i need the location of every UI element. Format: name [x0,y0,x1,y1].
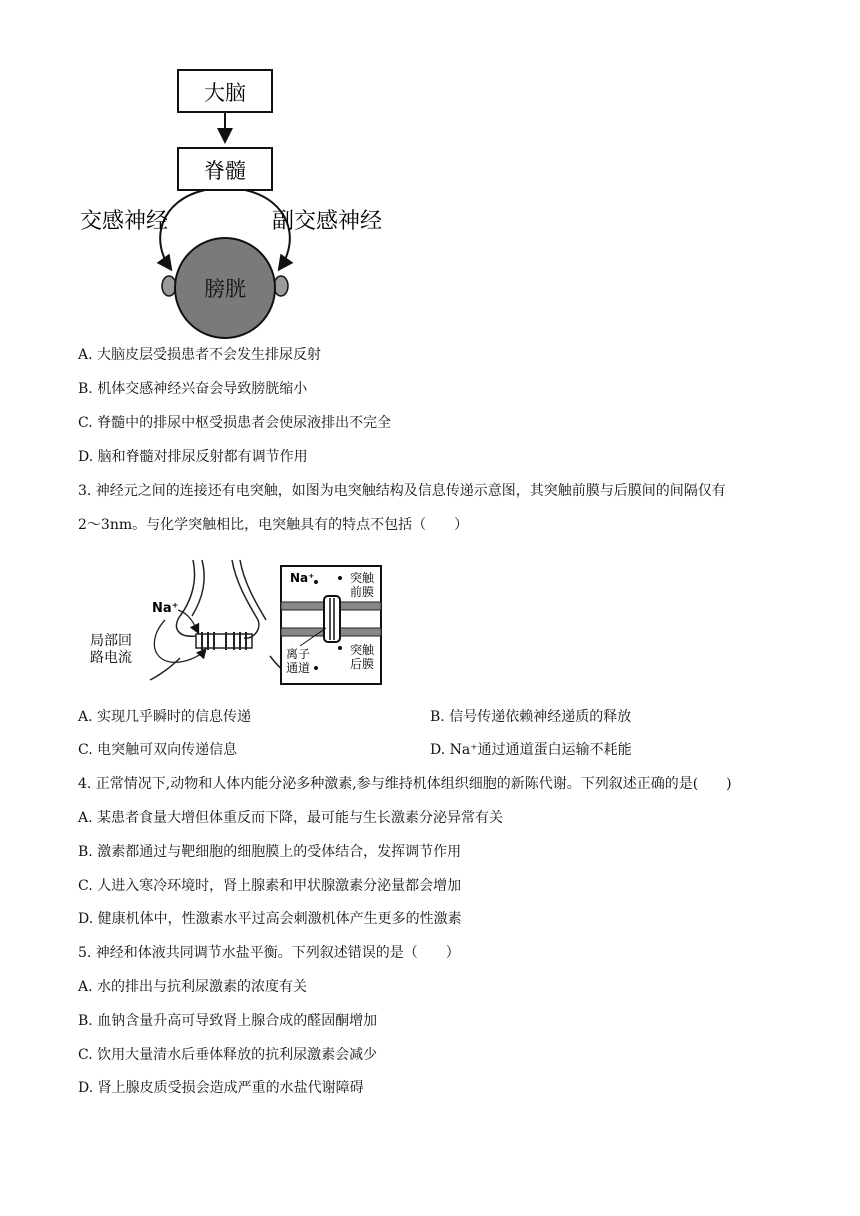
q4-option-d: D. 健康机体中，性激素水平过高会刺激机体产生更多的性激素 [78,911,462,927]
q3-stem-line-2: 2～3nm。与化学突触相比，电突触具有的特点不包括（ ） [78,517,469,533]
na-box-label: Na⁺ [290,571,315,585]
ion-dot [314,580,318,584]
q5-option-d: D. 肾上腺皮质受损会造成严重的水盐代谢障碍 [78,1080,364,1096]
bladder-label: 膀胱 [204,277,246,301]
q4-stem: 4. 正常情况下,动物和人体内能分泌多种激素,参与维持机体组织细胞的新陈代谢。下列叙述正确的是( ) [78,776,732,792]
ion-dot [314,666,318,670]
presynaptic-membrane-label-1: 突触 [350,571,375,585]
local-current-arrow [154,620,205,662]
gap-junction-band [196,634,252,648]
brain-label: 大脑 [204,81,246,105]
q3-option-b: B. 信号传递依赖神经递质的释放 [430,709,632,725]
postsynaptic-membrane-label-1: 突触 [350,643,375,657]
electrical-synapse-diagram [0,558,860,693]
q3-option-a: A. 实现几乎瞬时的信息传递 [78,709,252,725]
lower-neuron-outline [150,656,288,680]
ion-channel-label-2: 通道 [286,661,311,675]
presynaptic-neuron-outline [177,560,196,636]
q2-option-b: B. 机体交感神经兴奋会导致膀胱缩小 [78,381,308,397]
ion-dot [338,646,342,650]
parasympathetic-label: 副交感神经 [272,209,383,234]
q5-option-c: C. 饮用大量清水后垂体释放的抗利尿激素会减少 [78,1047,378,1063]
q5-option-a: A. 水的排出与抗利尿激素的浓度有关 [78,979,308,995]
q5-stem: 5. 神经和体液共同调节水盐平衡。下列叙述错误的是（ ） [78,945,460,961]
q2-option-c: C. 脊髓中的排尿中枢受损患者会使尿液排出不完全 [78,415,392,431]
q3-option-d: D. Na⁺通过通道蛋白运输不耗能 [430,742,632,758]
q2-option-d: D. 脑和脊髓对排尿反射都有调节作用 [78,449,308,465]
left-ganglion [162,276,176,296]
q4-option-b: B. 激素都通过与靶细胞的细胞膜上的受体结合，发挥调节作用 [78,844,462,860]
q5-option-b: B. 血钠含量升高可导致肾上腺合成的醛固酮增加 [78,1013,378,1029]
bladder-reflex-diagram [0,0,860,340]
local-current-label-1: 局部回 [90,633,132,649]
q4-option-c: C. 人进入寒冷环境时，肾上腺素和甲状腺激素分泌量都会增加 [78,878,462,894]
local-current-label-2: 路电流 [90,650,132,666]
na-flow-arrow [178,610,198,632]
ion-channel [324,596,340,642]
presynaptic-membrane-label-2: 前膜 [350,585,375,599]
right-ganglion [274,276,288,296]
postsynaptic-membrane-label-2: 后膜 [350,657,375,671]
sympathetic-label: 交感神经 [80,209,169,234]
q4-option-a: A. 某患者食量大增但体重反而下降，最可能与生长激素分泌异常有关 [78,810,504,826]
q3-stem-line-1: 3. 神经元之间的连接还有电突触，如图为电突触结构及信息传递示意图，其突触前膜与后膜间的间隔仅有 [78,483,726,499]
spinal-cord-label: 脊髓 [204,159,246,183]
q3-option-c: C. 电突触可双向传递信息 [78,742,238,758]
ion-channel-label-1: 离子 [286,647,311,661]
ion-dot [338,576,342,580]
na-label: Na⁺ [152,601,179,616]
q2-option-a: A. 大脑皮层受损患者不会发生排尿反射 [78,347,322,363]
